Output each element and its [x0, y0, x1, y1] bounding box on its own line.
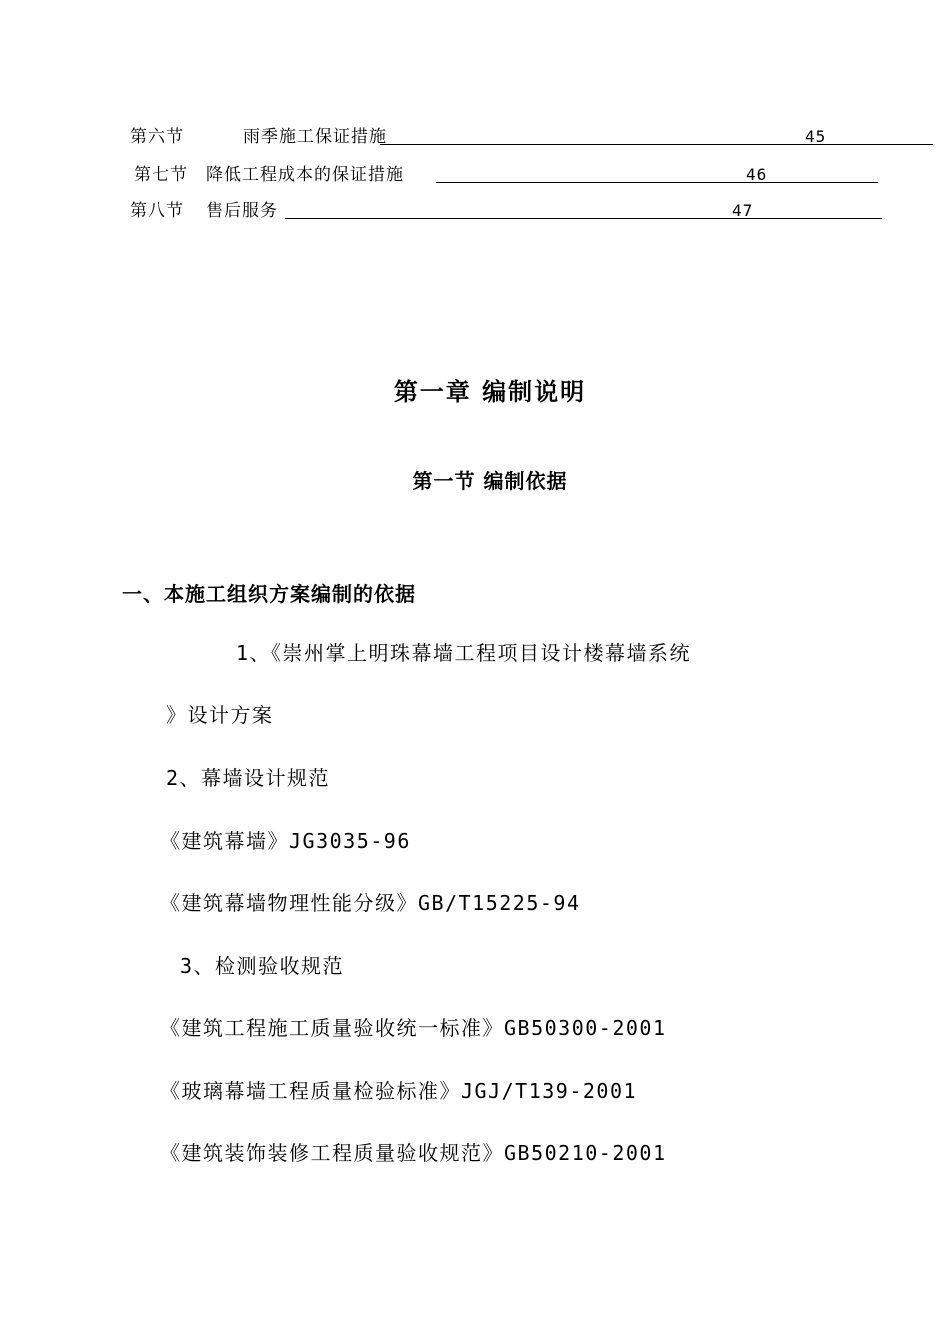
toc-entry-title: 售后服务 [206, 201, 278, 221]
toc-leader-line [380, 144, 933, 145]
basis-category-design: 2、幕墙设计规范 [166, 766, 331, 790]
toc-entry-6[interactable] [130, 126, 830, 148]
toc-entry-7[interactable] [134, 164, 834, 186]
toc-leader-line [436, 182, 878, 183]
basis-line-2: 》设计方案 [166, 703, 274, 727]
toc-entry-title: 降低工程成本的保证措施 [206, 165, 404, 185]
basis-standard-item: 《建筑幕墙》JG3035-96 [160, 829, 411, 853]
toc-entry-title: 雨季施工保证措施 [243, 127, 387, 147]
basis-standard-item: 《建筑工程施工质量验收统一标准》GB50300-2001 [160, 1016, 667, 1040]
sub-heading: 一、本施工组织方案编制的依据 [122, 582, 416, 606]
toc-page-number: 46 [746, 165, 768, 184]
section-title: 第一节 编制依据 [412, 469, 568, 493]
basis-standard-item: 《建筑装饰装修工程质量验收规范》GB50210-2001 [160, 1141, 667, 1165]
toc-page-number: 47 [732, 201, 754, 220]
basis-standard-item: 《建筑幕墙物理性能分级》GB/T15225-94 [160, 891, 581, 915]
basis-category-inspection: 3、检测验收规范 [180, 954, 345, 978]
toc-section-label: 第六节 [130, 127, 184, 147]
chapter-title: 第一章 编制说明 [393, 378, 587, 406]
toc-page-number: 45 [805, 127, 827, 146]
basis-standard-item: 《玻璃幕墙工程质量检验标准》JGJ/T139-2001 [160, 1079, 638, 1103]
basis-line-1: 1、《崇州掌上明珠幕墙工程项目设计楼幕墙系统 [236, 641, 692, 665]
toc-section-label: 第七节 [134, 165, 188, 185]
toc-entry-8[interactable] [130, 200, 830, 222]
toc-leader-line [285, 218, 882, 219]
toc-section-label: 第八节 [130, 201, 184, 221]
